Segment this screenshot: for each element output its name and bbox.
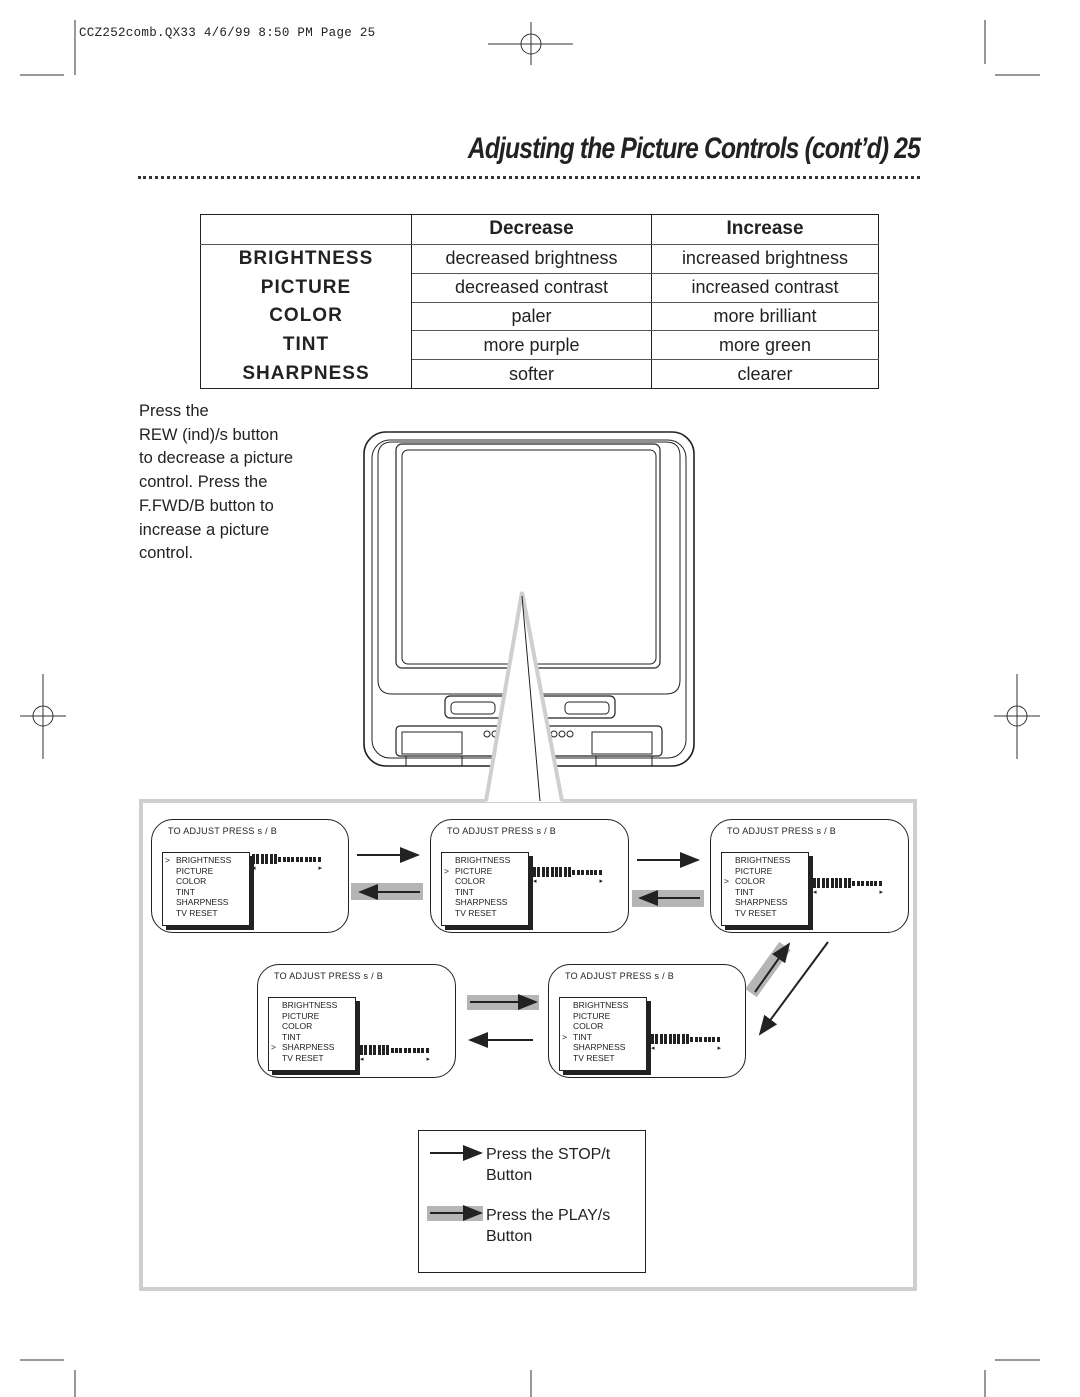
menu-item: BRIGHTNESS bbox=[573, 1000, 629, 1010]
increase-effect: increased brightness bbox=[652, 244, 879, 273]
legend-play-text: Press the PLAY/s Button bbox=[486, 1207, 611, 1245]
menu-item: SHARPNESS bbox=[735, 897, 788, 907]
left-marker: ◂ bbox=[252, 865, 256, 872]
menu-cursor: > bbox=[165, 855, 170, 865]
menu-cursor: > bbox=[562, 1031, 567, 1042]
menu-header: TO ADJUST PRESS s / B bbox=[447, 826, 556, 836]
menu-item: PICTURE bbox=[735, 865, 773, 876]
menu-item: TV RESET bbox=[176, 907, 218, 918]
increase-effect: more brilliant bbox=[652, 302, 879, 331]
menu-item: TINT bbox=[455, 886, 474, 897]
control-name: TINT bbox=[201, 331, 412, 360]
menu-item: TV RESET bbox=[735, 907, 777, 918]
menu-item: TV RESET bbox=[455, 907, 497, 918]
control-name: COLOR bbox=[201, 302, 412, 331]
increase-effect: more green bbox=[652, 331, 879, 360]
table-header-increase: Increase bbox=[652, 215, 879, 245]
decrease-effect: paler bbox=[412, 302, 652, 331]
menu-item: PICTURE bbox=[282, 1010, 320, 1021]
table-header-decrease: Decrease bbox=[412, 215, 652, 245]
right-marker: ▸ bbox=[717, 1045, 721, 1052]
menu-item: PICTURE bbox=[176, 865, 214, 876]
menu-item: PICTURE bbox=[455, 865, 493, 876]
menu-item: TINT bbox=[176, 886, 195, 897]
menu-cursor: > bbox=[271, 1042, 276, 1052]
menu-item: COLOR bbox=[573, 1021, 604, 1031]
menu-item: SHARPNESS bbox=[573, 1042, 626, 1052]
decrease-effect: more purple bbox=[412, 331, 652, 360]
play-arrow bbox=[755, 944, 789, 992]
left-marker: ◂ bbox=[813, 889, 817, 896]
menu-item: TV RESET bbox=[282, 1052, 324, 1063]
increase-effect: clearer bbox=[737, 363, 793, 384]
menu-item: TINT bbox=[573, 1031, 592, 1042]
control-name: BRIGHTNESS bbox=[201, 244, 412, 273]
menu-item: BRIGHTNESS bbox=[735, 855, 791, 865]
left-marker: ◂ bbox=[533, 878, 537, 885]
menu-item: SHARPNESS bbox=[176, 897, 229, 907]
menu-header: TO ADJUST PRESS s / B bbox=[727, 826, 836, 836]
menu-item: SHARPNESS bbox=[455, 897, 508, 907]
instructions-text: Press the REW (ind)/s button to decrease a picture control. Press the F.FWD/B button to increase a picture control. bbox=[139, 402, 294, 563]
decrease-effect: decreased brightness bbox=[412, 244, 652, 273]
right-marker: ▸ bbox=[879, 889, 883, 896]
menu-cursor: > bbox=[724, 876, 729, 886]
arrow-legend bbox=[418, 1130, 646, 1273]
legend-arrows bbox=[427, 1145, 487, 1235]
menu-item: TINT bbox=[282, 1031, 301, 1042]
control-name: PICTURE bbox=[201, 273, 412, 302]
control-name: SHARPNESS bbox=[201, 360, 412, 389]
menu-item: COLOR bbox=[735, 876, 766, 886]
menu-item: TINT bbox=[735, 886, 754, 897]
page-title: Adjusting the Picture Controls (cont’d) 25 bbox=[467, 132, 920, 165]
menu-header: TO ADJUST PRESS s / B bbox=[565, 971, 674, 981]
increase-effect: increased contrast bbox=[652, 273, 879, 302]
right-marker: ▸ bbox=[426, 1056, 430, 1063]
right-marker: ▸ bbox=[599, 878, 603, 885]
menu-item: TV RESET bbox=[573, 1052, 615, 1063]
menu-item: SHARPNESS bbox=[282, 1042, 335, 1052]
menu-item: COLOR bbox=[176, 876, 207, 886]
menu-item: COLOR bbox=[282, 1021, 313, 1031]
decrease-effect: softer bbox=[412, 360, 652, 389]
menu-header: TO ADJUST PRESS s / B bbox=[168, 826, 277, 836]
menu-cursor: > bbox=[444, 865, 449, 876]
print-slug: CCZ252comb.QX33 4/6/99 8:50 PM Page 25 bbox=[79, 26, 376, 40]
right-marker: ▸ bbox=[318, 865, 322, 872]
left-marker: ◂ bbox=[360, 1056, 364, 1063]
left-marker: ◂ bbox=[651, 1045, 655, 1052]
menu-item: BRIGHTNESS bbox=[282, 1000, 338, 1010]
decrease-effect: decreased contrast bbox=[412, 273, 652, 302]
menu-header: TO ADJUST PRESS s / B bbox=[274, 971, 383, 981]
play-arrow-bg bbox=[751, 946, 785, 993]
menu-item: COLOR bbox=[455, 876, 486, 886]
menu-item: BRIGHTNESS bbox=[176, 855, 232, 865]
legend-stop-text: Press the STOP/t Button bbox=[486, 1146, 611, 1184]
menu-item: BRIGHTNESS bbox=[455, 855, 511, 865]
menu-item: PICTURE bbox=[573, 1010, 611, 1021]
